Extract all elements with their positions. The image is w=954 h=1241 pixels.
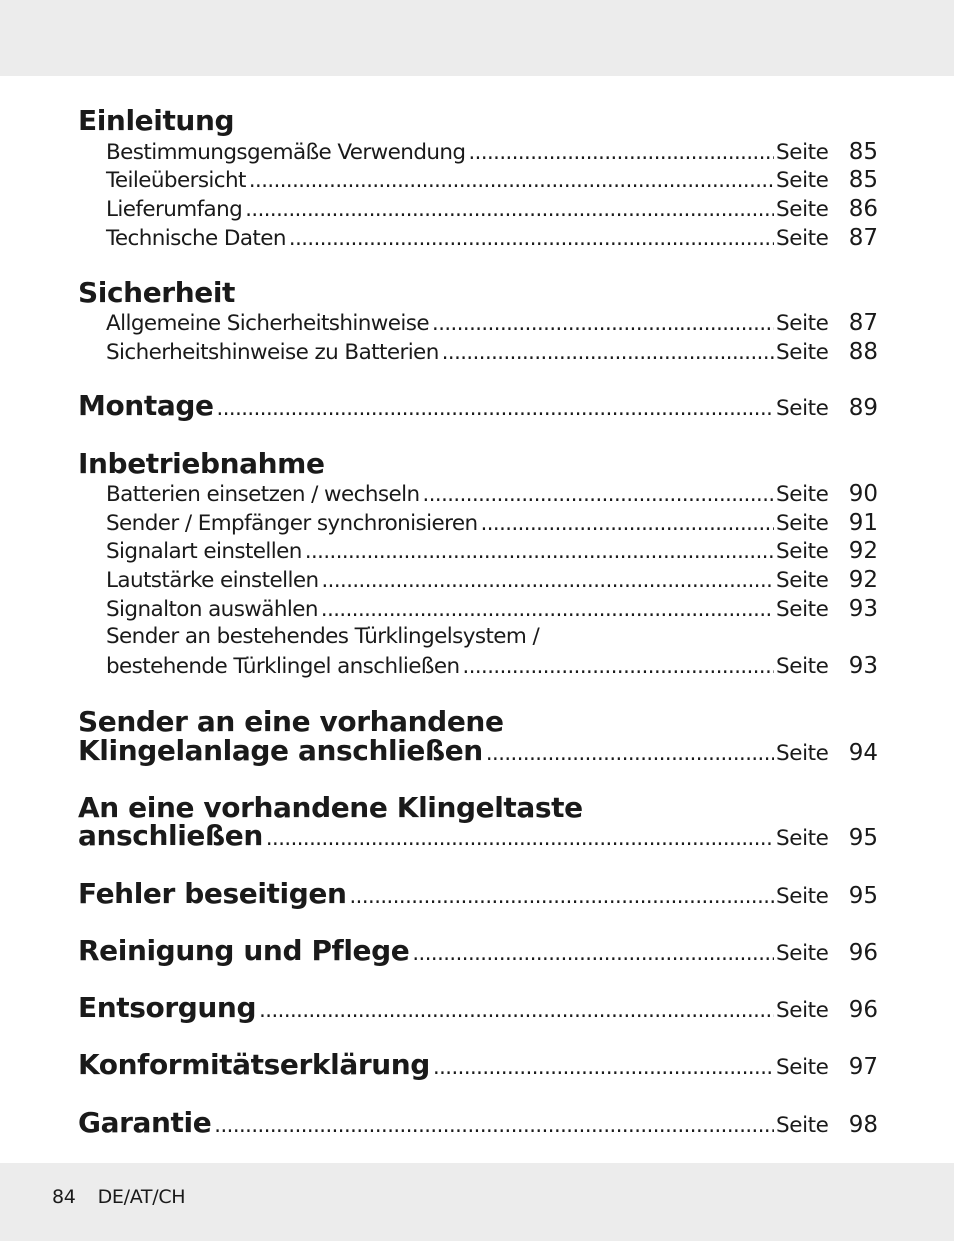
toc-entry[interactable] [106,567,878,593]
page-number: 91 [848,510,878,536]
section-title: Montage [78,389,214,422]
page-number: 87 [848,225,878,251]
toc-entry[interactable] [106,196,878,222]
section-title: Reinigung und Pflege [78,934,410,967]
dot-leader [486,734,774,767]
dot-leader [289,226,774,251]
section-title: Konformitätserklärung [78,1048,430,1081]
dot-leader [217,389,774,422]
footer-region: DE/AT/CH [97,1186,186,1208]
page-footer [52,1186,185,1208]
section-title: Entsorgung [78,991,257,1024]
seite-label: Seite [776,511,829,536]
seite-label: Seite [776,654,829,679]
seite-label: Seite [776,826,829,851]
toc-entry-label: Sicherheitshinweise zu Batterien [106,340,439,365]
toc-entry[interactable] [106,225,878,251]
dot-leader [266,819,774,852]
page-number: 94 [848,740,878,766]
dot-leader [305,539,774,564]
toc-section-fehler[interactable] [78,877,878,910]
header-band [0,0,954,76]
page-number: 92 [848,567,878,593]
page-number: 89 [848,395,878,421]
seite-label: Seite [776,396,829,421]
seite-label: Seite [776,340,829,365]
toc-entry[interactable] [106,596,878,622]
toc-entry[interactable] [106,481,878,507]
page-number: 85 [848,167,878,193]
toc-section-montage[interactable] [78,389,878,422]
toc-section-klingeltaste[interactable] [78,819,878,852]
seite-label: Seite [776,998,829,1023]
page-number: 93 [848,653,878,679]
page-number: 95 [848,883,878,909]
page-number: 97 [848,1054,878,1080]
dot-leader [463,654,774,679]
dot-leader [322,568,775,593]
dot-leader [214,1106,774,1139]
toc-entry-label-line1: Sender an bestehendes Türklingelsystem / [106,624,540,649]
page-number: 88 [848,339,878,365]
toc-entry-label: Batterien einsetzen / wechseln [106,482,420,507]
toc-section-konformitaet[interactable] [78,1048,878,1081]
seite-label: Seite [776,482,829,507]
toc-entry[interactable] [106,653,878,679]
seite-label: Seite [776,741,829,766]
page-number: 95 [848,825,878,851]
seite-label: Seite [776,168,829,193]
section-title: Fehler beseitigen [78,877,347,910]
seite-label: Seite [776,568,829,593]
page-number: 86 [848,196,878,222]
toc-entry-label: Signalart einstellen [106,539,302,564]
seite-label: Seite [776,1113,829,1138]
seite-label: Seite [776,197,829,222]
footer-page-number: 84 [52,1186,76,1208]
seite-label: Seite [776,226,829,251]
toc-entry[interactable] [106,310,878,336]
seite-label: Seite [776,539,829,564]
toc-entry-label: Technische Daten [106,226,286,251]
section-heading-inbetriebnahme: Inbetriebnahme [78,447,325,480]
toc-section-entsorgung[interactable] [78,991,878,1024]
section-title-line1: An eine vorhandene Klingeltaste [78,791,583,824]
toc-entry[interactable] [106,538,878,564]
page-number: 93 [848,596,878,622]
section-title: Klingelanlage anschließen [78,734,483,767]
page-number: 87 [848,310,878,336]
toc-section-garantie[interactable] [78,1106,878,1139]
toc-entry-label: Bestimmungsgemäße Verwendung [106,140,466,165]
toc-entry[interactable] [106,139,878,165]
section-title-line1: Sender an eine vorhandene [78,705,504,738]
dot-leader [423,482,774,507]
toc-entry[interactable] [106,339,878,365]
section-heading-einleitung: Einleitung [78,104,235,137]
page-number: 98 [848,1112,878,1138]
dot-leader [350,877,775,910]
section-title: anschließen [78,819,263,852]
toc-entry-label: bestehende Türklingel anschließen [106,654,460,679]
toc-entry-label: Signalton auswählen [106,597,318,622]
toc-entry-label: Allgemeine Sicherheitshinweise [106,311,430,336]
toc-entry-label: Lautstärke einstellen [106,568,319,593]
dot-leader [468,140,774,165]
dot-leader [245,197,774,222]
dot-leader [259,991,774,1024]
page-number: 96 [848,997,878,1023]
seite-label: Seite [776,311,829,336]
dot-leader [432,311,774,336]
dot-leader [412,934,774,967]
toc-entry-label: Lieferumfang [106,197,243,222]
page-number: 96 [848,940,878,966]
toc-section-reinigung[interactable] [78,934,878,967]
section-title: Garantie [78,1106,212,1139]
toc-entry[interactable] [106,510,878,536]
page-number: 85 [848,139,878,165]
seite-label: Seite [776,597,829,622]
dot-leader [321,597,774,622]
dot-leader [481,511,774,536]
toc-entry-label: Teileübersicht [106,168,246,193]
seite-label: Seite [776,140,829,165]
seite-label: Seite [776,884,829,909]
dot-leader [249,168,774,193]
section-heading-sicherheit: Sicherheit [78,276,236,309]
dot-leader [433,1048,774,1081]
toc-entry-label: Sender / Empfänger synchronisieren [106,511,478,536]
toc-entry[interactable] [106,167,878,193]
page-number: 90 [848,481,878,507]
toc-section-sender-klingelanlage[interactable] [78,734,878,767]
page-number: 92 [848,538,878,564]
seite-label: Seite [776,941,829,966]
dot-leader [442,340,774,365]
seite-label: Seite [776,1055,829,1080]
